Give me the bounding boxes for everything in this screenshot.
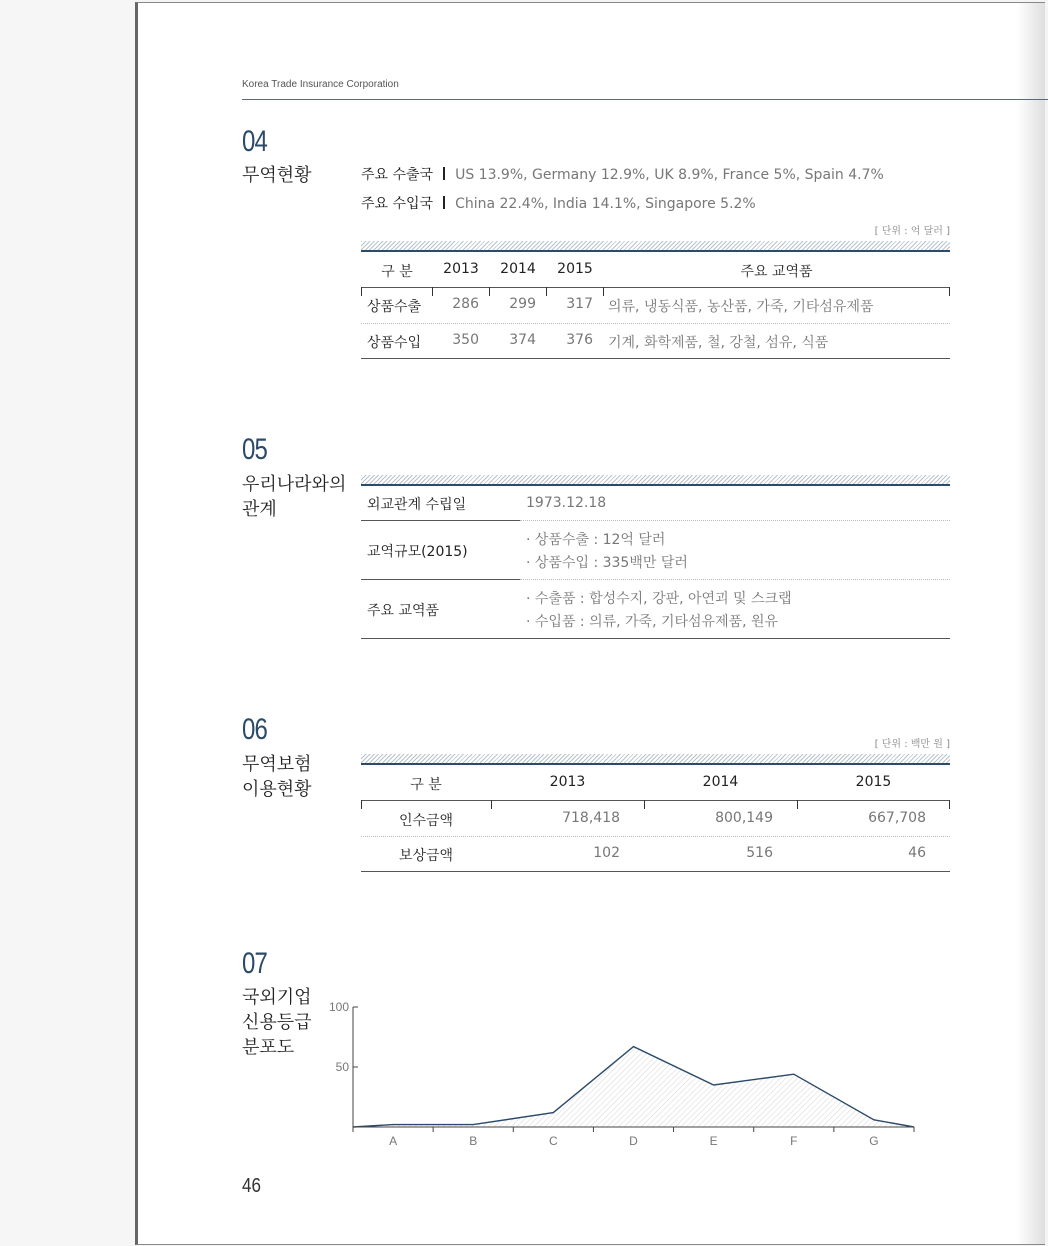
cell-export-2014: 299 [509, 296, 536, 312]
header-rule [242, 99, 1048, 100]
y-tick-label: 50 [335, 1060, 349, 1074]
table-hatch-band [361, 754, 950, 763]
document-page [135, 2, 1045, 1245]
col-header-2013: 2013 [549, 774, 586, 790]
col-header-category: 구 분 [381, 264, 413, 280]
page-number: 46 [242, 1175, 261, 1197]
section-06-title-line2: 이용현황 [242, 779, 312, 800]
col-tick [797, 800, 798, 809]
col-header-2015: 2015 [557, 261, 593, 277]
col-tick [949, 800, 950, 809]
cell-export-2013: 286 [452, 296, 479, 312]
section-05-number: 05 [242, 433, 268, 466]
section-05-title-line1: 우리나라와의 [242, 474, 347, 495]
cell-import-goods: 기계, 화학제품, 철, 강철, 섬유, 식품 [608, 335, 829, 351]
x-tick-label: E [709, 1134, 718, 1148]
cell-import-2013: 350 [452, 332, 479, 348]
table-top-rule [361, 763, 950, 765]
cell-underwriting-2015: 667,708 [868, 810, 926, 826]
main-import-countries [361, 193, 756, 213]
header-bottom-rule [361, 287, 950, 288]
relation-label-main-goods: 주요 교역품 [367, 603, 440, 619]
import-values: China 22.4%, India 14.1%, Singapore 5.2% [455, 196, 756, 212]
credit-rating-distribution-chart [328, 988, 963, 1148]
cell-import-2014: 374 [509, 332, 536, 348]
col-header-category: 구 분 [410, 777, 442, 793]
table-bottom-rule [361, 638, 950, 639]
y-tick-label: 100 [328, 1000, 349, 1014]
section-05-title-line2: 관계 [242, 499, 277, 520]
cell-compensation-2015: 46 [908, 845, 926, 861]
cell-underwriting-2013: 718,418 [562, 810, 620, 826]
page-curl-shadow [1017, 3, 1045, 1244]
relation-value-trade-volume [526, 529, 688, 575]
section-06-unit: [ 단위 : 백만 원 ] [874, 739, 950, 750]
table-hatch-band [361, 475, 950, 484]
cell-export-2015: 317 [566, 296, 593, 312]
relation-label-diplomatic: 외교관계 수립일 [367, 497, 467, 513]
section-07-title [242, 985, 312, 1060]
cell-underwriting-2014: 800,149 [715, 810, 773, 826]
section-06-title [242, 752, 312, 802]
x-tick-label: D [629, 1134, 638, 1148]
col-header-2014: 2014 [702, 774, 739, 790]
col-tick [361, 287, 362, 296]
value-col-rule [520, 579, 950, 580]
trade-volume-export-line: · 상품수출 : 12억 달러 [526, 532, 666, 548]
col-header-2013: 2013 [443, 261, 479, 277]
section-06-number: 06 [242, 713, 268, 746]
relation-value-main-goods [526, 588, 792, 634]
col-tick [361, 800, 362, 809]
separator-bar [443, 167, 445, 180]
table-top-rule [361, 250, 950, 252]
x-tick-label: G [869, 1134, 879, 1148]
section-05-title [242, 472, 346, 522]
header-bottom-rule [361, 800, 950, 801]
cell-compensation-2013: 102 [593, 845, 620, 861]
main-goods-export-line: · 수출품 : 합성수지, 강판, 아연괴 및 스크랩 [526, 591, 792, 607]
col-header-main-goods: 주요 교역품 [740, 264, 813, 280]
relation-label-trade-volume: 교역규모(2015) [367, 544, 468, 560]
import-label: 주요 수입국 [361, 196, 434, 212]
col-header-2015: 2015 [855, 774, 892, 790]
table-top-rule [361, 484, 950, 486]
table-bottom-rule [361, 358, 950, 359]
label-col-rule [361, 520, 520, 521]
value-col-rule [520, 520, 950, 521]
col-tick [491, 800, 492, 809]
row-label-exports: 상품수출 [367, 299, 422, 315]
section-04-title: 무역현황 [242, 165, 312, 186]
section-07-title-line2: 신용등급 [242, 1012, 312, 1033]
main-export-countries [361, 164, 884, 184]
x-tick-label: C [549, 1134, 558, 1148]
row-divider [361, 836, 950, 837]
section-07-title-line1: 국외기업 [242, 987, 312, 1008]
running-header: Korea Trade Insurance Corporation [242, 79, 399, 90]
table-bottom-rule [361, 871, 950, 872]
col-tick [603, 287, 604, 296]
cell-import-2015: 376 [566, 332, 593, 348]
col-tick [949, 287, 950, 296]
viewer-sidebar [0, 0, 135, 1246]
col-header-2014: 2014 [500, 261, 536, 277]
row-divider [361, 323, 950, 324]
row-label-compensation: 보상금액 [398, 848, 454, 864]
table-hatch-band [361, 241, 950, 250]
section-04-number: 04 [242, 125, 268, 158]
section-06-title-line1: 무역보험 [242, 754, 312, 775]
row-label-imports: 상품수입 [367, 335, 422, 351]
col-tick [432, 287, 433, 296]
cell-compensation-2014: 516 [746, 845, 773, 861]
col-tick [546, 287, 547, 296]
cell-export-goods: 의류, 냉동식품, 농산품, 가죽, 기타섬유제품 [608, 299, 874, 315]
col-tick [489, 287, 490, 296]
area-fill [353, 1047, 914, 1127]
label-col-rule [361, 579, 520, 580]
section-07-title-line3: 분포도 [242, 1037, 295, 1058]
section-07-number: 07 [242, 947, 268, 980]
x-tick-label: A [389, 1134, 398, 1148]
trade-volume-import-line: · 상품수입 : 335백만 달러 [526, 555, 688, 571]
section-04-unit: [ 단위 : 억 달러 ] [874, 226, 950, 237]
export-values: US 13.9%, Germany 12.9%, UK 8.9%, France 5%, Spain 4.7% [455, 167, 884, 183]
separator-bar [443, 196, 445, 209]
col-tick [644, 800, 645, 809]
relation-value-diplomatic: 1973.12.18 [526, 495, 607, 511]
export-label: 주요 수출국 [361, 167, 434, 183]
x-tick-label: B [469, 1134, 478, 1148]
main-goods-import-line: · 수입품 : 의류, 가죽, 기타섬유제품, 원유 [526, 614, 779, 630]
x-tick-label: F [790, 1134, 798, 1148]
row-label-underwriting: 인수금액 [398, 813, 454, 829]
